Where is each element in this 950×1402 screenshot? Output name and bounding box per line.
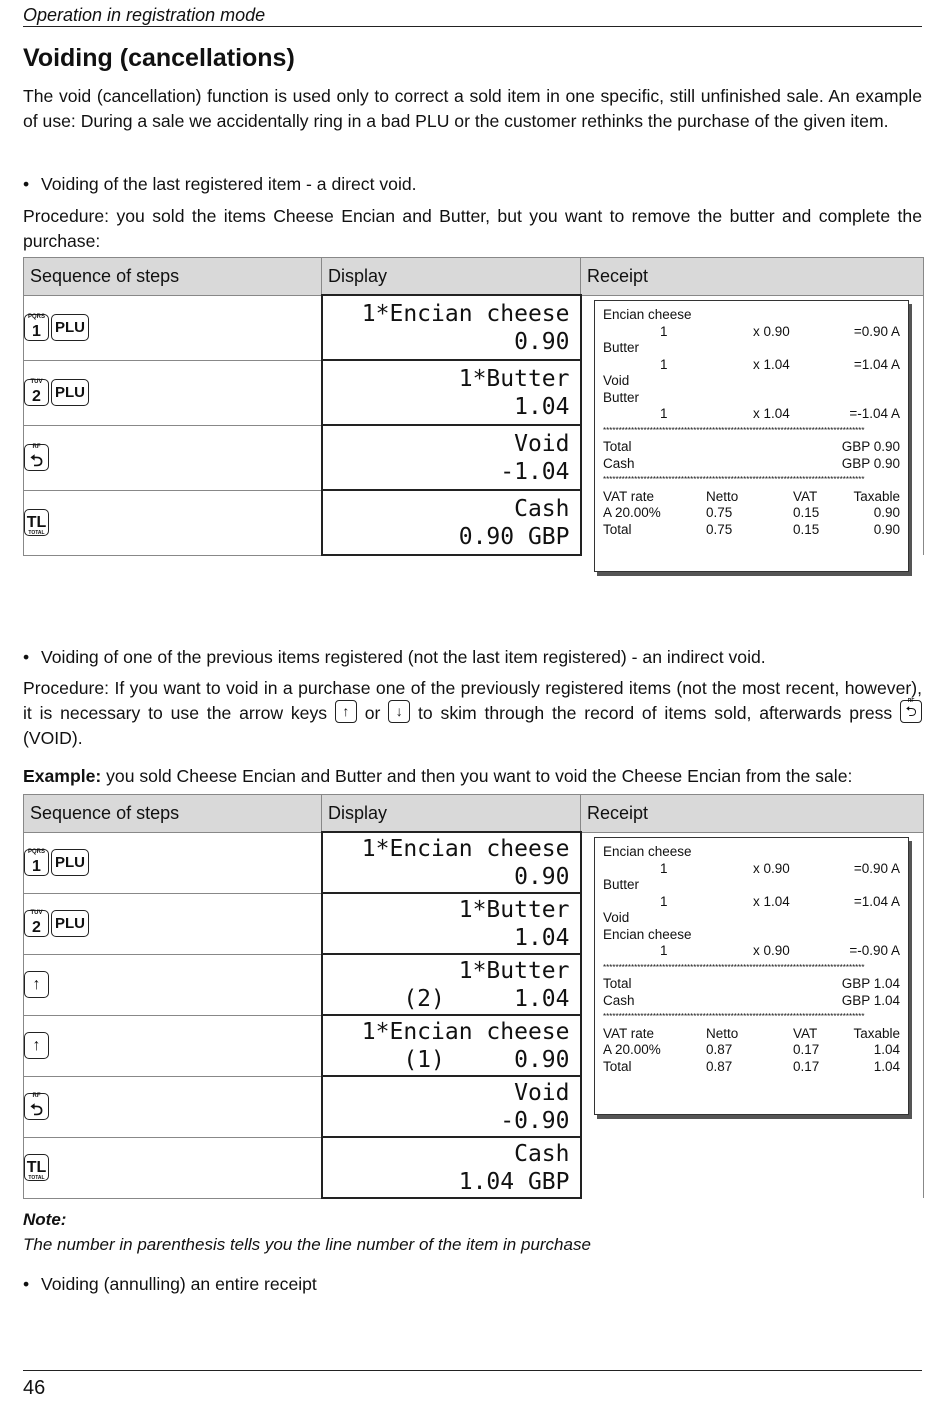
- example-text: you sold Cheese Encian and Butter and then you want to void the Cheese Encian from the sale:: [101, 766, 853, 786]
- vat-row: [603, 505, 900, 522]
- line-total: =1.04 A: [853, 356, 900, 372]
- cash-value: GBP 0.90: [841, 455, 900, 471]
- line-total: =-0.90 A: [849, 943, 900, 958]
- key-1-digit: 1: [32, 323, 41, 340]
- void-key-glyph: ⮌: [905, 702, 917, 719]
- vat-h1: VAT rate: [603, 1025, 655, 1041]
- vat-rate: A 20.00%: [603, 1042, 661, 1057]
- display-line1: 1*Encian cheese: [361, 835, 570, 862]
- note-text: The number in parenthesis tells you the line number of the item in purchase: [23, 1235, 591, 1254]
- display-line2: -0.90: [500, 1107, 570, 1134]
- bullet-indirect-void-text: Voiding of one of the previous items registered (not the last item registered) - an indirect void.: [41, 647, 766, 667]
- vat-total-label: Total: [603, 1058, 632, 1074]
- bullet-dot: •: [23, 174, 30, 194]
- display-line2: 0.90: [514, 328, 570, 355]
- receipt-void-label: Void: [603, 910, 630, 925]
- receipt-item-name: Encian cheese: [603, 844, 692, 859]
- key-plu[interactable]: PLU: [51, 314, 89, 341]
- display-6: [322, 1137, 581, 1198]
- display-4: [322, 490, 581, 555]
- procedure-2-or: or: [364, 703, 381, 723]
- void-arrow-icon: ⮌: [30, 1102, 43, 1119]
- price: x 1.04: [753, 893, 790, 909]
- key-2[interactable]: [24, 379, 49, 406]
- bullet-void-receipt-text: Voiding (annulling) an entire receipt: [41, 1274, 317, 1294]
- step-4: [24, 490, 322, 555]
- qty: 1: [660, 943, 668, 958]
- total-value: GBP 0.90: [841, 439, 900, 454]
- header-display: Display: [322, 795, 581, 833]
- cash-value: GBP 1.04: [841, 992, 900, 1008]
- vat-total-taxable: 1.04: [873, 1058, 900, 1074]
- display-line1: Void: [514, 430, 570, 457]
- display-2: [322, 893, 581, 954]
- procedure-2-part3: (VOID).: [23, 728, 83, 748]
- display-line1: Cash: [514, 495, 570, 522]
- page-title: Voiding (cancellations): [23, 44, 295, 72]
- vat-total-row: [603, 522, 900, 539]
- qty: 1: [660, 323, 668, 339]
- arrow-up-key[interactable]: [24, 971, 49, 998]
- example-line: [23, 764, 922, 789]
- step-2: [24, 893, 322, 954]
- vat-total-netto: 0.75: [706, 521, 733, 537]
- key-2-letters: TUV: [30, 379, 43, 385]
- procedure-1: Procedure: you sold the items Cheese Encian and Butter, but you want to remove the butter and complete the purchase:: [23, 206, 922, 251]
- total-label: Total: [603, 976, 632, 991]
- step-2: [24, 360, 322, 425]
- vat-amount: 0.17: [793, 1042, 820, 1057]
- price: x 1.04: [753, 406, 790, 421]
- receipt-total: [603, 439, 900, 456]
- key-rf-void[interactable]: [24, 444, 49, 471]
- receipt-cash: [603, 993, 900, 1010]
- receipt-total: [603, 976, 900, 993]
- vat-netto: 0.87: [706, 1042, 733, 1057]
- vat-taxable: 1.04: [873, 1042, 900, 1057]
- bullet-indirect-void: [23, 645, 766, 670]
- step-1: [24, 832, 322, 893]
- procedure-2-part2: to skim through the record of items sold, afterwards press: [418, 703, 893, 723]
- key-total[interactable]: [24, 1154, 49, 1181]
- qty: 1: [660, 860, 668, 876]
- price: x 0.90: [753, 860, 790, 876]
- arrow-up-icon: ↑: [32, 976, 41, 993]
- step-1: [24, 295, 322, 360]
- vat-h4: Taxable: [853, 1025, 900, 1041]
- receipt-separator: ************************************************************************************: [603, 475, 865, 484]
- arrow-up-key-icon: ↑: [335, 700, 357, 723]
- section-header: Operation in registration mode: [23, 5, 266, 25]
- key-total[interactable]: [24, 509, 49, 536]
- cash-label: Cash: [603, 455, 635, 471]
- display-line1: 1*Butter: [458, 896, 570, 923]
- void-key-icon: [900, 697, 922, 723]
- receipt-void-label: Void: [603, 373, 630, 388]
- vat-h4: Taxable: [853, 488, 900, 504]
- receipt-void-line: [603, 943, 900, 960]
- display-line2: 1.04: [514, 393, 570, 420]
- step-6: [24, 1137, 322, 1198]
- vat-h1: VAT rate: [603, 488, 655, 504]
- display-5: [322, 1076, 581, 1137]
- vat-total-taxable: 0.90: [873, 521, 900, 537]
- vat-netto: 0.75: [706, 505, 733, 520]
- vat-total-amount: 0.17: [793, 1058, 820, 1074]
- receipt-separator: ************************************************************************************: [603, 1012, 865, 1021]
- display-1: [322, 295, 581, 360]
- display-line2: -1.04: [500, 458, 570, 485]
- key-total-sub: TOTAL: [28, 530, 45, 536]
- vat-row: [603, 1042, 900, 1059]
- vat-taxable: 0.90: [873, 505, 900, 520]
- display-2: [322, 360, 581, 425]
- key-1-letters: PQRS: [27, 314, 45, 320]
- procedure-2: [23, 676, 922, 751]
- display-line2: 1.04: [514, 924, 570, 951]
- step-5: [24, 1076, 322, 1137]
- example-label: Example:: [23, 766, 102, 786]
- display-4: [322, 1015, 581, 1076]
- vat-h3: VAT: [793, 1025, 818, 1041]
- display-line2: 1.04 GBP: [458, 1168, 570, 1195]
- step-4: [24, 1015, 322, 1076]
- arrow-up-key[interactable]: [24, 1032, 49, 1059]
- receipt-void-line: [603, 406, 900, 423]
- vat-total-label: Total: [603, 521, 632, 537]
- line-total: =1.04 A: [853, 893, 900, 909]
- receipt-separator: ************************************************************************************: [603, 962, 865, 972]
- qty: 1: [660, 893, 668, 909]
- display-line1: 1*Butter: [458, 957, 570, 984]
- page-number: 46: [23, 1377, 46, 1399]
- receipt-item-name: Butter: [603, 877, 640, 892]
- key-rf-label: RF: [32, 1093, 41, 1099]
- note-title: Note:: [23, 1210, 67, 1229]
- bullet-dot: •: [23, 647, 30, 667]
- receipt-item-line: [603, 324, 900, 341]
- key-1[interactable]: [24, 314, 49, 341]
- vat-h2: Netto: [706, 1025, 739, 1041]
- header-receipt: Receipt: [581, 258, 924, 296]
- step-3: [24, 954, 322, 1015]
- key-2-digit: 2: [32, 388, 41, 405]
- qty: 1: [660, 406, 668, 421]
- bullet-direct-void-text: Voiding of the last registered item - a direct void.: [41, 174, 417, 194]
- key-2-digit: 2: [32, 919, 41, 936]
- display-line1: 1*Butter: [458, 365, 570, 392]
- header-sequence: Sequence of steps: [24, 258, 322, 296]
- line-total: =-1.04 A: [849, 406, 900, 421]
- key-tl-label: TL: [26, 1159, 47, 1176]
- receipt-item-line: [603, 861, 900, 878]
- qty: 1: [660, 356, 668, 372]
- receipt-void-item-name: Butter: [603, 389, 640, 405]
- price: x 0.90: [753, 943, 790, 958]
- key-plu[interactable]: PLU: [51, 910, 89, 937]
- receipt-void-item-name: Encian cheese: [603, 926, 692, 942]
- vat-header: [603, 1026, 900, 1043]
- vat-h2: Netto: [706, 488, 739, 504]
- procedure-2-part1: Procedure: If you want to void in a purchase one of the previously registered items (not the most recent, however), it is necessary to use the arrow keys: [23, 678, 922, 723]
- vat-total-row: [603, 1059, 900, 1076]
- key-rf-void[interactable]: [24, 1093, 49, 1120]
- receipt-item-name: Encian cheese: [603, 307, 692, 322]
- arrow-down-key-icon: ↓: [388, 700, 410, 723]
- receipt-separator: ************************************************************************************: [603, 425, 865, 435]
- void-arrow-icon: ⮌: [30, 453, 43, 470]
- key-tl-label: TL: [26, 514, 47, 531]
- display-line1: Void: [514, 1079, 570, 1106]
- receipt-item-line: [603, 357, 900, 374]
- vat-h3: VAT: [793, 488, 818, 504]
- receipt-item-name: Butter: [603, 340, 640, 355]
- display-line1: 1*Encian cheese: [361, 300, 570, 327]
- line-total: =0.90 A: [853, 323, 900, 339]
- bullet-dot: •: [23, 1274, 30, 1294]
- step-3: [24, 425, 322, 490]
- vat-total-amount: 0.15: [793, 521, 820, 537]
- cash-label: Cash: [603, 992, 635, 1008]
- bullet-direct-void: [23, 172, 417, 197]
- display-line2: 0.90: [514, 863, 570, 890]
- key-1-letters: PQRS: [27, 849, 45, 855]
- receipt-1: [594, 300, 909, 572]
- void-key-label: RF: [907, 697, 915, 704]
- display-line2: (1) 0.90: [403, 1046, 570, 1073]
- display-line1: 1*Encian cheese: [361, 1018, 570, 1045]
- vat-header: [603, 489, 900, 506]
- price: x 1.04: [753, 356, 790, 372]
- footer-divider: [23, 1370, 922, 1371]
- arrow-up-icon: ↑: [32, 1037, 41, 1054]
- line-total: =0.90 A: [853, 860, 900, 876]
- vat-rate: A 20.00%: [603, 505, 661, 520]
- total-value: GBP 1.04: [841, 976, 900, 991]
- display-line2: 0.90 GBP: [458, 523, 570, 550]
- header-divider: [23, 26, 922, 27]
- display-3: [322, 954, 581, 1015]
- display-line2: (2) 1.04: [403, 985, 570, 1012]
- header-sequence: Sequence of steps: [24, 795, 322, 833]
- key-1-digit: 1: [32, 858, 41, 875]
- bullet-void-receipt: [23, 1272, 317, 1297]
- total-label: Total: [603, 439, 632, 454]
- vat-amount: 0.15: [793, 505, 820, 520]
- header-display: Display: [322, 258, 581, 296]
- key-1[interactable]: [24, 849, 49, 876]
- header-receipt: Receipt: [581, 795, 924, 833]
- price: x 0.90: [753, 323, 790, 339]
- key-plu[interactable]: PLU: [51, 849, 89, 876]
- receipt-cash: [603, 456, 900, 473]
- key-plu[interactable]: PLU: [51, 379, 89, 406]
- receipt-2: [594, 837, 909, 1115]
- receipt-item-line: [603, 894, 900, 911]
- display-3: [322, 425, 581, 490]
- key-rf-label: RF: [32, 444, 41, 450]
- intro-paragraph: The void (cancellation) function is used only to correct a sold item in one specific, still unfinished sale. An example of use: During a sale we accidentally ring in a bad PLU or the customer rethinks the purchase of the given item.: [23, 86, 922, 131]
- vat-total-netto: 0.87: [706, 1058, 733, 1074]
- display-line1: Cash: [514, 1140, 570, 1167]
- display-1: [322, 832, 581, 893]
- key-2-letters: TUV: [30, 910, 43, 916]
- key-total-sub: TOTAL: [28, 1175, 45, 1181]
- key-2[interactable]: [24, 910, 49, 937]
